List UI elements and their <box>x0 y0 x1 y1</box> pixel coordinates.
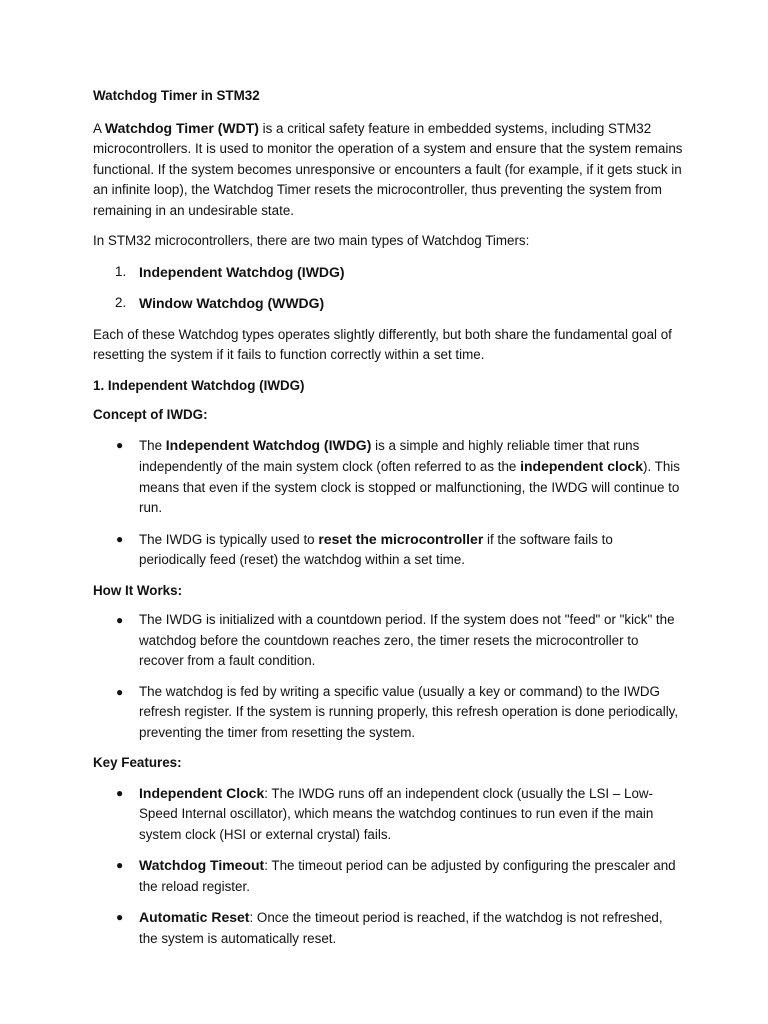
item-term: independent clock <box>520 458 644 474</box>
bullet-icon: ● <box>116 684 124 699</box>
item-term: Watchdog Timeout <box>139 857 265 873</box>
bullet-icon: ● <box>116 531 124 546</box>
list-number: 1. <box>115 263 127 279</box>
types-list-item <box>93 293 683 315</box>
list-number: 2. <box>115 295 127 310</box>
how-list <box>93 610 683 743</box>
list-item <box>93 783 683 846</box>
type-label: Window Watchdog (WWDG) <box>139 295 325 311</box>
bullet-icon: ● <box>116 858 124 872</box>
intro-paragraph <box>93 118 683 222</box>
list-item <box>93 610 683 672</box>
intro-term: Watchdog Timer (WDT) <box>104 119 259 136</box>
item-text: is a simple and highly reliable timer that runs independently of the main system clock (often referred to as the <box>139 437 640 474</box>
types-list <box>93 262 683 315</box>
list-item <box>93 682 683 744</box>
concept-heading: Concept of IWDG: <box>93 407 208 422</box>
intro-text-post: is a critical safety feature in embedded systems, including STM32 microcontrollers. It is used to monitor the operation of a system and ensure that the system remains functional. If the system becomes unresponsive or encounters a fault (for example, if it gets stuck in an infinite loop), the Watchdog Timer resets the microcontroller, thus preventing the system from remaining in an undesirable state. <box>93 120 683 218</box>
item-text: The <box>139 437 166 453</box>
item-text: The watchdog is fed by writing a specific value (usually a key or command) to the IWDG refresh register. If the system is running properly, this refresh operation is done periodically, preventing the timer from resetting the system. <box>139 683 679 740</box>
bullet-icon: ● <box>116 437 124 452</box>
bullet-icon: ● <box>116 910 124 924</box>
how-heading: How It Works: <box>93 582 183 598</box>
type-label: Independent Watchdog (IWDG) <box>139 263 345 280</box>
list-item <box>93 907 683 949</box>
document-title: Watchdog Timer in STM32 <box>93 88 260 103</box>
list-item <box>93 855 683 897</box>
item-text: The IWDG is typically used to <box>139 531 319 547</box>
list-item <box>93 435 683 519</box>
types-list-item <box>93 262 683 284</box>
concept-list <box>93 435 683 571</box>
bullet-icon: ● <box>116 785 124 800</box>
item-text: ). This means that even if the system clock is stopped or malfunctioning, the IWDG will continue to run. <box>139 459 680 515</box>
item-text: The IWDG is initialized with a countdown period. If the system does not "feed" or "kick" the watchdog before the countdown reaches zero, the timer resets the microcontroller to recover from a fault condition. <box>139 612 675 668</box>
intro-text-pre: A <box>93 120 105 136</box>
document-page <box>93 86 683 959</box>
item-text: : The timeout period can be adjusted by configuring the prescaler and the reload register. <box>139 858 676 894</box>
item-text: if the software fails to periodically feed (reset) the watchdog within a set time. <box>139 531 613 567</box>
item-term: reset the microcontroller <box>318 530 484 547</box>
item-text: : Once the timeout period is reached, if the watchdog is not refreshed, the system is automatically reset. <box>139 910 663 946</box>
item-term: Automatic Reset <box>139 909 250 925</box>
types-intro-paragraph: In STM32 microcontrollers, there are two main types of Watchdog Timers: <box>93 233 530 248</box>
item-term: Independent Watchdog (IWDG) <box>165 436 372 453</box>
section-heading-iwdg: 1. Independent Watchdog (IWDG) <box>93 377 305 393</box>
item-text: : The IWDG runs off an independent clock (usually the LSI – Low-Speed Internal oscillator), which means the watchdog continues to run even if the main system clock (HSI or external crystal) fails. <box>139 785 654 842</box>
bullet-icon: ● <box>116 613 124 627</box>
types-outro-paragraph: Each of these Watchdog types operates slightly differently, but both share the fundamental goal of resetting the system if it fails to function correctly within a set time. <box>93 326 672 362</box>
item-term: Independent Clock <box>139 784 265 801</box>
features-heading: Key Features: <box>93 755 182 770</box>
features-list <box>93 783 683 950</box>
list-item <box>93 529 683 571</box>
